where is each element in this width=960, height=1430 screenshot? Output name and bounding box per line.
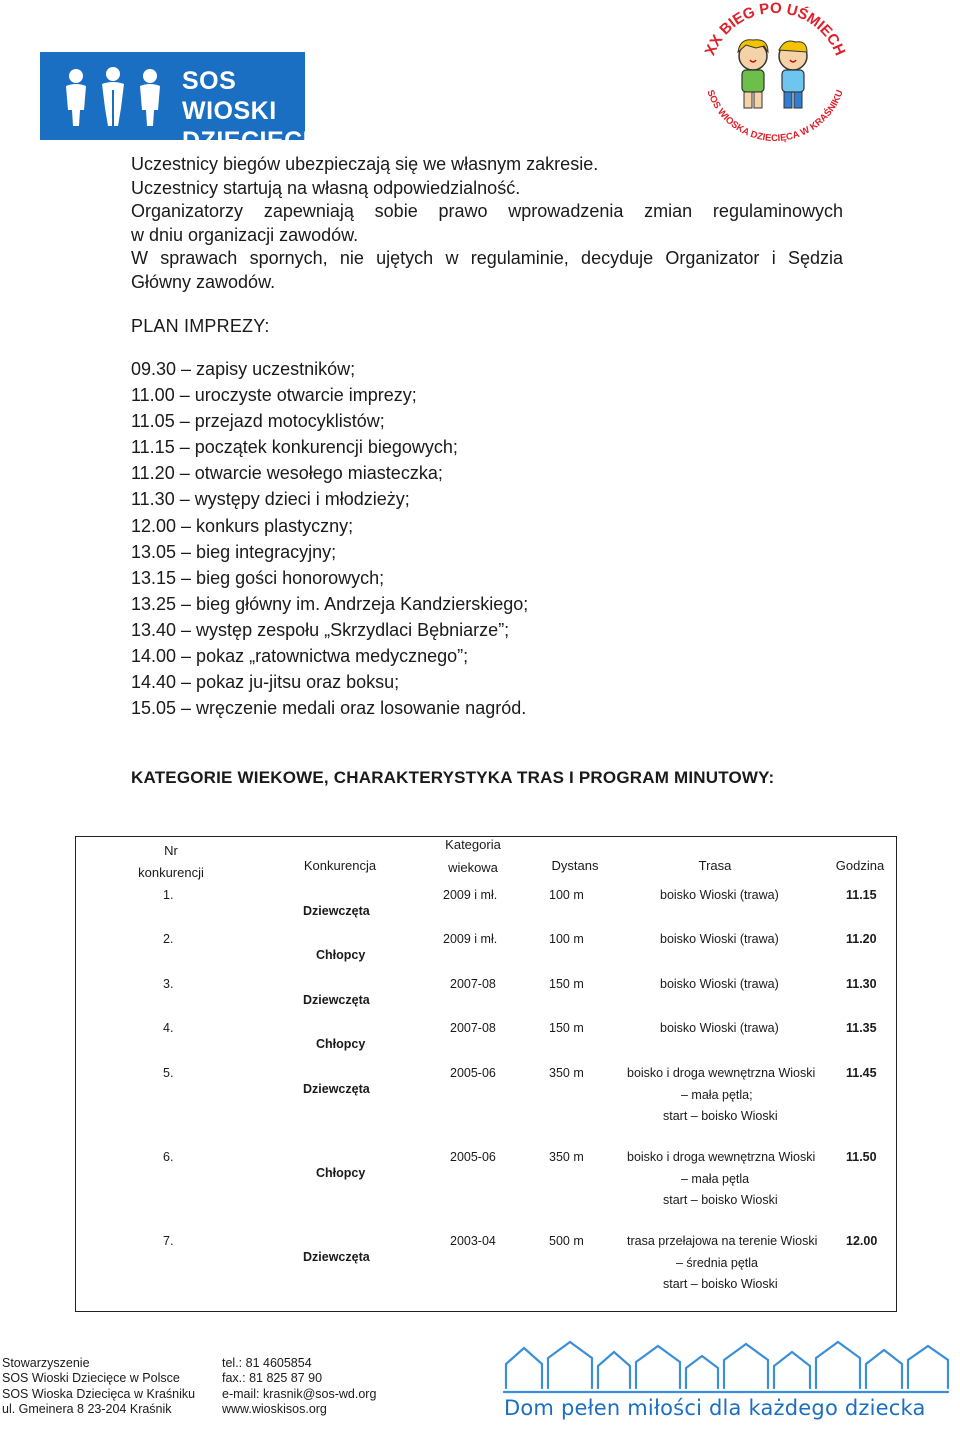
header-kategoria-sub: wiekowa [448, 860, 498, 875]
footer-website[interactable]: www.wioskisos.org [222, 1402, 327, 1417]
badge-top-text: XX BIEG PO UŚMIECH [701, 0, 849, 59]
footer-org-line: Stowarzyszenie [2, 1356, 90, 1370]
schedule-item: 09.30 – zapisy uczestników; [131, 359, 356, 379]
cell-dystans: 150 m [549, 1021, 584, 1035]
cell-trasa-line3: start – boisko Wioski [663, 1109, 778, 1123]
schedule-item: 15.05 – wręczenie medali oraz losowanie nagród. [131, 698, 527, 719]
categories-heading: KATEGORIE WIEKOWE, CHARAKTERYSTYKA TRAS I PROGRAM MINUTOWY: [131, 768, 775, 787]
cell-godzina: 11.50 [846, 1150, 877, 1164]
footer-organization [2, 1356, 195, 1418]
schedule-item: 14.00 – pokaz „ratownictwa medycznego”; [131, 646, 469, 667]
header-nr: Nr [164, 843, 178, 858]
cell-trasa-line2: – mała pętla; [681, 1088, 753, 1102]
cell-kategoria: 2005-06 [450, 1150, 496, 1164]
sos-logo [40, 52, 320, 155]
logo-line-2: DZIECIĘCE [182, 127, 320, 155]
children-icon [58, 64, 168, 130]
footer-org-line: SOS Wioski Dziecięce w Polsce [2, 1371, 180, 1386]
schedule-item: 13.40 – występ zespołu „Skrzydlaci Bębniarze”; [131, 619, 510, 640]
cell-konkurencja: Dziewczęta [303, 1250, 370, 1264]
cell-godzina: 11.20 [846, 932, 877, 946]
cell-nr: 6. [163, 1150, 174, 1164]
cell-kategoria: 2003-04 [450, 1234, 496, 1248]
header-dystans: Dystans [551, 858, 599, 873]
cell-konkurencja: Chłopcy [316, 948, 366, 962]
logo-line-1: SOS WIOSKI [182, 67, 277, 125]
cell-nr: 3. [163, 977, 174, 991]
intro-line: W sprawach spornych, nie ujętych w regulaminie, decyduje Organizator i Sędzia [131, 248, 843, 268]
cell-godzina: 11.15 [846, 888, 877, 902]
cell-dystans: 100 m [549, 888, 584, 902]
cell-nr: 4. [163, 1021, 174, 1035]
cell-kategoria: 2009 i mł. [443, 888, 498, 902]
logo-wordmark [182, 66, 320, 156]
schedule-item: 11.15 – początek konkurencji biegowych; [131, 437, 458, 458]
cell-dystans: 350 m [549, 1150, 584, 1164]
cell-kategoria: 2005-06 [450, 1066, 496, 1080]
cell-kategoria: 2007-08 [450, 1021, 496, 1035]
header-konkurencja: Konkurencja [303, 858, 377, 873]
cell-trasa: boisko Wioski (trawa) [660, 932, 779, 946]
header-trasa: Trasa [698, 858, 732, 873]
intro-line: Uczestnicy biegów ubezpieczają się we własnym zakresie. [131, 154, 599, 174]
cell-trasa: boisko i droga wewnętrzna Wioski [627, 1066, 816, 1080]
cell-nr: 1. [163, 888, 174, 902]
kids-illustration-icon [738, 40, 807, 108]
cell-godzina: 11.45 [846, 1066, 877, 1080]
cell-trasa: boisko Wioski (trawa) [660, 977, 779, 991]
footer-contact [222, 1356, 376, 1418]
footer-slogan: Dom pełen miłości dla każdego dziecka [504, 1396, 926, 1420]
cell-trasa: boisko Wioski (trawa) [660, 1021, 779, 1035]
schedule-item: 12.00 – konkurs plastyczny; [131, 515, 354, 536]
intro-line: Uczestnicy startują na własną odpowiedzialność. [131, 177, 521, 198]
schedule-item: 11.00 – uroczyste otwarcie imprezy; [131, 385, 417, 406]
cell-dystans: 150 m [549, 977, 584, 991]
badge-bottom-text: SOS WIOSKA DZIECIĘCA W KRAŚNIKU [704, 88, 846, 145]
header-nr-sub: konkurencji [138, 865, 204, 880]
event-badge [690, 0, 860, 150]
schedule-item: 13.25 – bieg główny im. Andrzeja Kandzierskiego; [131, 593, 529, 614]
header-godzina: Godzina [835, 858, 885, 873]
schedule-item: 13.15 – bieg gości honorowych; [131, 567, 385, 588]
cell-trasa: trasa przełajowa na terenie Wioski [627, 1234, 818, 1248]
cell-nr: 5. [163, 1066, 174, 1080]
cell-nr: 7. [163, 1234, 174, 1248]
footer-org-line: ul. Gmeinera 8 23-204 Kraśnik [2, 1402, 172, 1417]
schedule-item: 11.05 – przejazd motocyklistów; [131, 411, 385, 432]
cell-dystans: 500 m [549, 1234, 584, 1248]
cell-godzina: 11.35 [846, 1021, 877, 1035]
cell-dystans: 350 m [549, 1066, 584, 1080]
intro-line: w dniu organizacji zawodów. [131, 224, 359, 245]
cell-trasa-line3: start – boisko Wioski [663, 1277, 778, 1291]
cell-konkurencja: Chłopcy [316, 1037, 366, 1051]
intro-line: Główny zawodów. [131, 271, 276, 292]
cell-konkurencja: Dziewczęta [303, 904, 370, 918]
intro-line: Organizatorzy zapewniają sobie prawo wprowadzenia zmian regulaminowych [131, 201, 843, 221]
plan-heading: PLAN IMPREZY: [131, 316, 270, 336]
cell-konkurencja: Chłopcy [316, 1166, 366, 1180]
schedule-list [131, 356, 528, 721]
cell-godzina: 11.30 [846, 977, 877, 991]
cell-nr: 2. [163, 932, 174, 946]
footer-fax: fax.: 81 825 87 90 [222, 1371, 323, 1386]
cell-trasa: boisko i droga wewnętrzna Wioski [627, 1150, 816, 1164]
cell-konkurencja: Dziewczęta [303, 993, 370, 1007]
cell-trasa: boisko Wioski (trawa) [660, 888, 779, 902]
cell-kategoria: 2007-08 [450, 977, 496, 991]
cell-godzina: 12.00 [846, 1234, 878, 1248]
cell-trasa-line2: – mała pętla [681, 1172, 750, 1186]
intro-text [131, 153, 843, 294]
footer-org-line: SOS Wioska Dziecięca w Kraśniku [2, 1386, 196, 1401]
footer-email[interactable]: e-mail: krasnik@sos-wd.org [222, 1386, 377, 1401]
cell-dystans: 100 m [549, 932, 584, 946]
schedule-item: 14.40 – pokaz ju-jitsu oraz boksu; [131, 672, 400, 693]
cell-kategoria: 2009 i mł. [443, 932, 498, 946]
houses-illustration-icon [502, 1338, 950, 1396]
schedule-item: 11.30 – występy dzieci i młodzieży; [131, 489, 410, 510]
cell-konkurencja: Dziewczęta [303, 1082, 370, 1096]
schedule-item: 11.20 – otwarcie wesołego miasteczka; [131, 463, 443, 484]
schedule-item: 13.05 – bieg integracyjny; [131, 541, 337, 562]
footer-phone: tel.: 81 4605854 [222, 1356, 312, 1370]
cell-trasa-line3: start – boisko Wioski [663, 1193, 778, 1207]
cell-trasa-line2: – średnia pętla [676, 1256, 759, 1270]
header-kategoria: Kategoria [445, 837, 501, 852]
